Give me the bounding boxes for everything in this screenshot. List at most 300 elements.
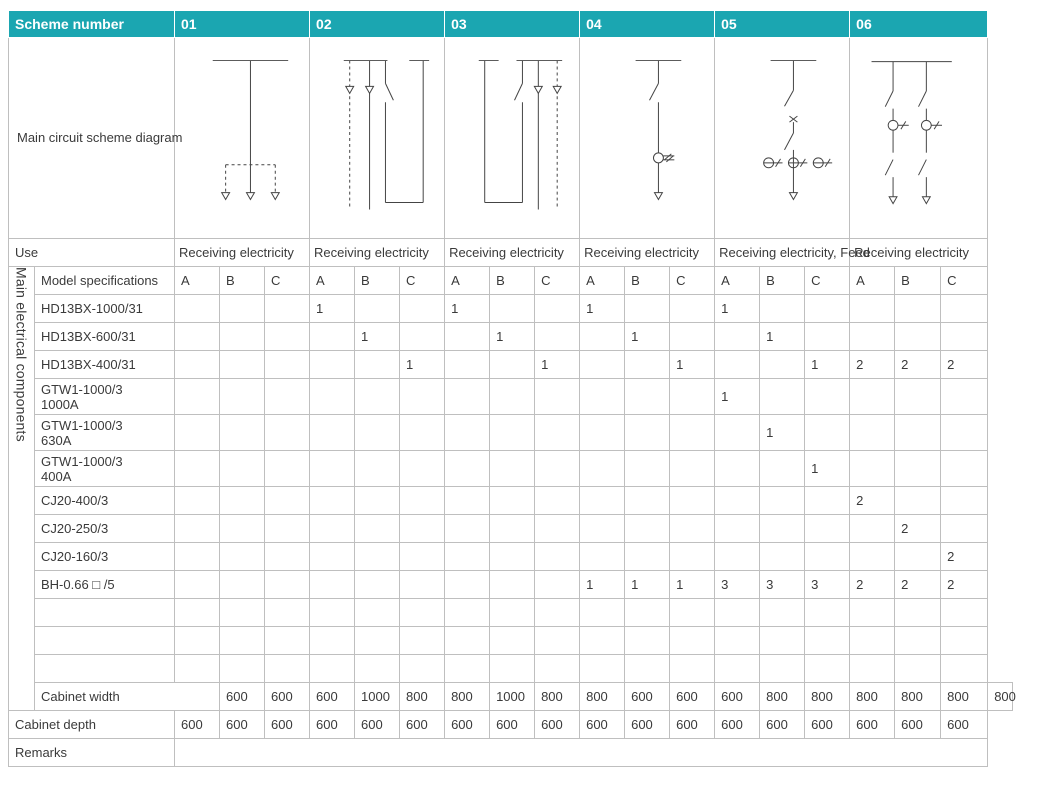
subcol-header: A xyxy=(175,267,220,295)
component-qty xyxy=(715,451,760,487)
component-qty xyxy=(490,515,535,543)
component-qty xyxy=(895,655,941,683)
component-qty xyxy=(490,351,535,379)
component-qty xyxy=(220,295,265,323)
scheme-number-label: Scheme number xyxy=(9,11,175,38)
component-qty xyxy=(445,379,490,415)
component-qty: 3 xyxy=(760,571,805,599)
cabinet-depth-row-value: 600 xyxy=(715,711,760,739)
component-qty xyxy=(941,451,988,487)
component-qty xyxy=(805,323,850,351)
component-qty: 1 xyxy=(715,295,760,323)
cabinet-width-row-value: 800 xyxy=(895,683,941,711)
component-qty xyxy=(850,515,895,543)
component-qty: 1 xyxy=(535,351,580,379)
component-qty xyxy=(220,323,265,351)
component-qty xyxy=(805,379,850,415)
component-qty xyxy=(175,599,220,627)
model-spec-row xyxy=(9,267,1013,295)
circuit-diagram-04 xyxy=(580,38,714,238)
component-qty xyxy=(400,415,445,451)
cabinet-width-row-value: 800 xyxy=(445,683,490,711)
scheme-diagram-03 xyxy=(445,38,580,239)
component-qty xyxy=(265,487,310,515)
cabinet-depth-row-label: Cabinet depth xyxy=(9,711,175,739)
component-qty xyxy=(310,571,355,599)
component-qty xyxy=(535,627,580,655)
component-qty xyxy=(760,487,805,515)
component-qty xyxy=(895,627,941,655)
component-qty xyxy=(310,515,355,543)
component-qty xyxy=(580,487,625,515)
component-qty xyxy=(175,655,220,683)
component-qty xyxy=(805,627,850,655)
cabinet-depth-row-value: 600 xyxy=(445,711,490,739)
component-name xyxy=(35,655,175,683)
component-qty xyxy=(625,627,670,655)
component-qty xyxy=(355,379,400,415)
component-qty xyxy=(895,487,941,515)
subcol-header: C xyxy=(670,267,715,295)
component-qty xyxy=(760,379,805,415)
component-qty xyxy=(625,543,670,571)
component-qty xyxy=(310,379,355,415)
cabinet-width-row-value: 600 xyxy=(625,683,670,711)
component-qty: 1 xyxy=(760,323,805,351)
component-qty xyxy=(310,543,355,571)
component-qty xyxy=(670,295,715,323)
component-qty: 2 xyxy=(941,571,988,599)
component-qty xyxy=(220,571,265,599)
circuit-diagram-05 xyxy=(715,38,849,238)
use-row xyxy=(9,239,1013,267)
component-qty xyxy=(265,599,310,627)
component-qty xyxy=(400,379,445,415)
component-qty xyxy=(355,571,400,599)
component-qty xyxy=(265,351,310,379)
component-qty xyxy=(535,451,580,487)
subcol-header: C xyxy=(265,267,310,295)
component-qty xyxy=(715,323,760,351)
cabinet-depth-row-value: 600 xyxy=(535,711,580,739)
scheme-diagram-04 xyxy=(580,38,715,239)
component-qty xyxy=(760,655,805,683)
circuit-diagram-02 xyxy=(310,38,444,238)
component-qty xyxy=(490,543,535,571)
component-qty xyxy=(760,599,805,627)
component-qty xyxy=(850,323,895,351)
component-qty xyxy=(895,451,941,487)
component-name: CJ20-400/3 xyxy=(35,487,175,515)
component-name: GTW1-1000/3 630A xyxy=(35,415,175,451)
component-qty xyxy=(805,655,850,683)
table-row xyxy=(9,655,1013,683)
component-qty xyxy=(715,351,760,379)
component-qty xyxy=(400,323,445,351)
cabinet-depth-row-value: 600 xyxy=(265,711,310,739)
component-qty xyxy=(535,487,580,515)
component-qty: 2 xyxy=(895,515,941,543)
component-qty: 1 xyxy=(625,323,670,351)
component-qty xyxy=(715,487,760,515)
component-qty: 1 xyxy=(670,351,715,379)
subcol-header: B xyxy=(760,267,805,295)
component-qty: 2 xyxy=(850,351,895,379)
component-qty xyxy=(670,515,715,543)
component-qty xyxy=(445,515,490,543)
component-qty xyxy=(580,415,625,451)
component-qty xyxy=(220,379,265,415)
component-qty xyxy=(580,599,625,627)
scheme-05: 05 xyxy=(715,11,850,38)
component-qty xyxy=(220,515,265,543)
circuit-diagram-01 xyxy=(175,38,309,238)
component-name: BH-0.66 □ /5 xyxy=(35,571,175,599)
component-qty xyxy=(760,451,805,487)
component-qty xyxy=(445,599,490,627)
component-qty: 1 xyxy=(580,295,625,323)
component-qty xyxy=(490,295,535,323)
component-qty xyxy=(220,487,265,515)
component-qty xyxy=(535,295,580,323)
component-qty xyxy=(175,351,220,379)
component-qty xyxy=(175,515,220,543)
component-name: GTW1-1000/3 1000A xyxy=(35,379,175,415)
component-qty xyxy=(760,515,805,543)
subcol-header: B xyxy=(490,267,535,295)
component-qty: 3 xyxy=(715,571,760,599)
component-name: HD13BX-1000/31 xyxy=(35,295,175,323)
cabinet-depth-row-value: 600 xyxy=(760,711,805,739)
table-row xyxy=(9,571,1013,599)
component-name xyxy=(35,627,175,655)
component-qty xyxy=(670,599,715,627)
component-qty: 1 xyxy=(670,571,715,599)
subcol-header: A xyxy=(445,267,490,295)
cabinet-width-row-value: 1000 xyxy=(490,683,535,711)
cabinet-width-row-value: 600 xyxy=(310,683,355,711)
component-qty xyxy=(355,655,400,683)
component-qty: 2 xyxy=(895,351,941,379)
subcol-header: A xyxy=(715,267,760,295)
subcol-header: A xyxy=(310,267,355,295)
table-row xyxy=(9,451,1013,487)
circuit-diagram-03 xyxy=(445,38,579,238)
component-qty xyxy=(895,323,941,351)
component-qty xyxy=(400,599,445,627)
table-row xyxy=(9,415,1013,451)
component-qty xyxy=(580,515,625,543)
component-qty xyxy=(670,451,715,487)
component-qty xyxy=(310,599,355,627)
scheme-03: 03 xyxy=(445,11,580,38)
component-qty xyxy=(490,451,535,487)
cabinet-width-row-value: 600 xyxy=(715,683,760,711)
component-qty xyxy=(580,351,625,379)
component-qty: 1 xyxy=(625,571,670,599)
component-qty xyxy=(941,599,988,627)
component-qty xyxy=(265,295,310,323)
component-name: HD13BX-400/31 xyxy=(35,351,175,379)
table-row xyxy=(9,515,1013,543)
component-qty: 2 xyxy=(850,571,895,599)
cabinet-width-row-value: 800 xyxy=(580,683,625,711)
component-qty xyxy=(355,543,400,571)
component-qty: 3 xyxy=(805,571,850,599)
component-qty xyxy=(445,351,490,379)
diagram-row xyxy=(9,38,1013,239)
component-qty xyxy=(941,627,988,655)
use-01: Receiving electricity xyxy=(175,239,310,267)
scheme-02: 02 xyxy=(310,11,445,38)
component-name: CJ20-250/3 xyxy=(35,515,175,543)
component-qty xyxy=(941,655,988,683)
use-05: Receiving electricity, Feed xyxy=(715,239,850,267)
component-qty xyxy=(310,487,355,515)
model-spec-label: Model specifications xyxy=(35,267,175,295)
component-qty xyxy=(490,379,535,415)
cabinet-depth-row-value: 600 xyxy=(310,711,355,739)
component-qty xyxy=(400,627,445,655)
component-qty xyxy=(760,351,805,379)
component-qty xyxy=(625,295,670,323)
component-name: GTW1-1000/3 400A xyxy=(35,451,175,487)
subcol-header: B xyxy=(625,267,670,295)
component-qty xyxy=(265,451,310,487)
table-row xyxy=(9,351,1013,379)
component-qty xyxy=(670,655,715,683)
component-qty xyxy=(220,351,265,379)
table-row xyxy=(9,379,1013,415)
component-qty xyxy=(535,655,580,683)
component-qty: 1 xyxy=(355,323,400,351)
component-qty xyxy=(220,599,265,627)
component-qty: 2 xyxy=(895,571,941,599)
table-row xyxy=(9,627,1013,655)
component-qty: 1 xyxy=(805,451,850,487)
cabinet-width-row-value: 1000 xyxy=(355,683,400,711)
component-qty xyxy=(310,655,355,683)
component-qty xyxy=(220,655,265,683)
component-qty xyxy=(175,627,220,655)
component-qty xyxy=(265,515,310,543)
component-qty xyxy=(850,379,895,415)
component-qty: 1 xyxy=(805,351,850,379)
cabinet-width-row-value: 800 xyxy=(805,683,850,711)
component-qty xyxy=(265,379,310,415)
component-qty xyxy=(535,571,580,599)
scheme-06: 06 xyxy=(850,11,988,38)
component-qty: 1 xyxy=(715,379,760,415)
component-qty xyxy=(715,515,760,543)
cabinet-width-row-value: 800 xyxy=(400,683,445,711)
cabinet-width-row-label: Cabinet width xyxy=(35,683,220,711)
component-qty xyxy=(400,487,445,515)
component-qty xyxy=(850,543,895,571)
component-qty xyxy=(175,379,220,415)
cabinet-width-row-value: 600 xyxy=(670,683,715,711)
component-qty xyxy=(670,627,715,655)
component-qty xyxy=(220,451,265,487)
cabinet-width-row-value: 800 xyxy=(850,683,895,711)
component-qty xyxy=(895,415,941,451)
component-qty xyxy=(625,487,670,515)
cabinet-depth-row-value: 600 xyxy=(625,711,670,739)
component-qty xyxy=(310,323,355,351)
component-qty xyxy=(355,351,400,379)
component-qty xyxy=(445,415,490,451)
component-qty xyxy=(355,515,400,543)
component-qty: 1 xyxy=(310,295,355,323)
component-qty xyxy=(625,451,670,487)
cabinet-width-row-value: 600 xyxy=(220,683,265,711)
component-qty: 1 xyxy=(580,571,625,599)
component-qty xyxy=(850,451,895,487)
component-qty xyxy=(310,627,355,655)
component-qty xyxy=(670,543,715,571)
subcol-header: C xyxy=(805,267,850,295)
component-qty xyxy=(941,295,988,323)
cabinet-width-row-value: 800 xyxy=(535,683,580,711)
component-qty xyxy=(941,487,988,515)
component-qty xyxy=(805,515,850,543)
component-qty xyxy=(400,571,445,599)
component-qty xyxy=(265,571,310,599)
component-qty xyxy=(535,515,580,543)
table-row xyxy=(9,295,1013,323)
cabinet-depth-row-value: 600 xyxy=(220,711,265,739)
component-qty xyxy=(535,543,580,571)
component-qty xyxy=(895,379,941,415)
component-qty xyxy=(941,379,988,415)
component-qty xyxy=(895,295,941,323)
scheme-table xyxy=(8,10,1016,767)
component-qty xyxy=(535,599,580,627)
component-qty xyxy=(220,543,265,571)
use-label: Use xyxy=(9,239,175,267)
subcol-header: A xyxy=(850,267,895,295)
cabinet-depth-row xyxy=(9,711,1013,739)
cabinet-width-row-value: 600 xyxy=(265,683,310,711)
component-qty xyxy=(580,323,625,351)
component-qty xyxy=(490,415,535,451)
diagram-label: Main circuit scheme diagram xyxy=(9,38,175,239)
component-qty xyxy=(850,655,895,683)
component-qty xyxy=(265,627,310,655)
component-qty xyxy=(625,379,670,415)
component-qty xyxy=(445,627,490,655)
cabinet-width-row-value: 800 xyxy=(760,683,805,711)
component-qty xyxy=(760,543,805,571)
cabinet-width-row-value: 800 xyxy=(988,683,1013,711)
use-03: Receiving electricity xyxy=(445,239,580,267)
component-qty xyxy=(850,295,895,323)
remarks-row-value xyxy=(175,739,988,767)
component-qty xyxy=(310,415,355,451)
cabinet-depth-row-value: 600 xyxy=(400,711,445,739)
component-qty xyxy=(850,415,895,451)
component-qty xyxy=(175,571,220,599)
component-qty xyxy=(715,599,760,627)
component-qty xyxy=(670,415,715,451)
cabinet-depth-row-value: 600 xyxy=(355,711,400,739)
component-qty xyxy=(265,655,310,683)
table-row xyxy=(9,323,1013,351)
circuit-diagram-06 xyxy=(850,38,987,238)
component-qty xyxy=(265,543,310,571)
component-qty xyxy=(355,599,400,627)
subcol-header: C xyxy=(400,267,445,295)
component-qty: 1 xyxy=(400,351,445,379)
cabinet-depth-row-value: 600 xyxy=(580,711,625,739)
component-qty xyxy=(715,627,760,655)
cabinet-depth-row-value: 600 xyxy=(850,711,895,739)
component-qty xyxy=(580,451,625,487)
cabinet-depth-row-value: 600 xyxy=(670,711,715,739)
component-qty xyxy=(580,543,625,571)
cabinet-width-row xyxy=(9,683,1013,711)
use-06: Receiving electricity xyxy=(850,239,988,267)
header-row xyxy=(9,11,1013,38)
subcol-header: B xyxy=(220,267,265,295)
use-02: Receiving electricity xyxy=(310,239,445,267)
component-qty xyxy=(580,379,625,415)
component-qty xyxy=(625,351,670,379)
scheme-diagram-01 xyxy=(175,38,310,239)
component-qty xyxy=(760,627,805,655)
components-label: Main electrical components xyxy=(9,267,35,711)
component-qty xyxy=(175,415,220,451)
scheme-01: 01 xyxy=(175,11,310,38)
component-qty xyxy=(625,415,670,451)
component-qty xyxy=(400,295,445,323)
component-qty xyxy=(805,543,850,571)
cabinet-width-row-value: 800 xyxy=(941,683,988,711)
component-qty xyxy=(400,655,445,683)
component-qty xyxy=(625,655,670,683)
component-qty xyxy=(265,415,310,451)
cabinet-depth-row-value: 600 xyxy=(175,711,220,739)
scheme-04: 04 xyxy=(580,11,715,38)
component-qty xyxy=(355,451,400,487)
component-qty xyxy=(580,627,625,655)
component-qty xyxy=(355,295,400,323)
component-qty xyxy=(535,415,580,451)
component-qty: 2 xyxy=(850,487,895,515)
component-qty xyxy=(445,323,490,351)
subcol-header: B xyxy=(355,267,400,295)
component-qty xyxy=(850,627,895,655)
component-qty xyxy=(535,379,580,415)
table-row xyxy=(9,599,1013,627)
component-qty xyxy=(715,543,760,571)
component-qty xyxy=(220,627,265,655)
component-qty xyxy=(805,599,850,627)
component-qty xyxy=(535,323,580,351)
component-qty xyxy=(355,487,400,515)
component-qty xyxy=(805,295,850,323)
component-qty xyxy=(175,451,220,487)
component-qty xyxy=(220,415,265,451)
component-qty xyxy=(760,295,805,323)
component-qty xyxy=(175,543,220,571)
component-name: CJ20-160/3 xyxy=(35,543,175,571)
cabinet-depth-row-value: 600 xyxy=(941,711,988,739)
subcol-header: B xyxy=(895,267,941,295)
cabinet-depth-row-value: 600 xyxy=(895,711,941,739)
component-qty xyxy=(400,515,445,543)
scheme-diagram-02 xyxy=(310,38,445,239)
